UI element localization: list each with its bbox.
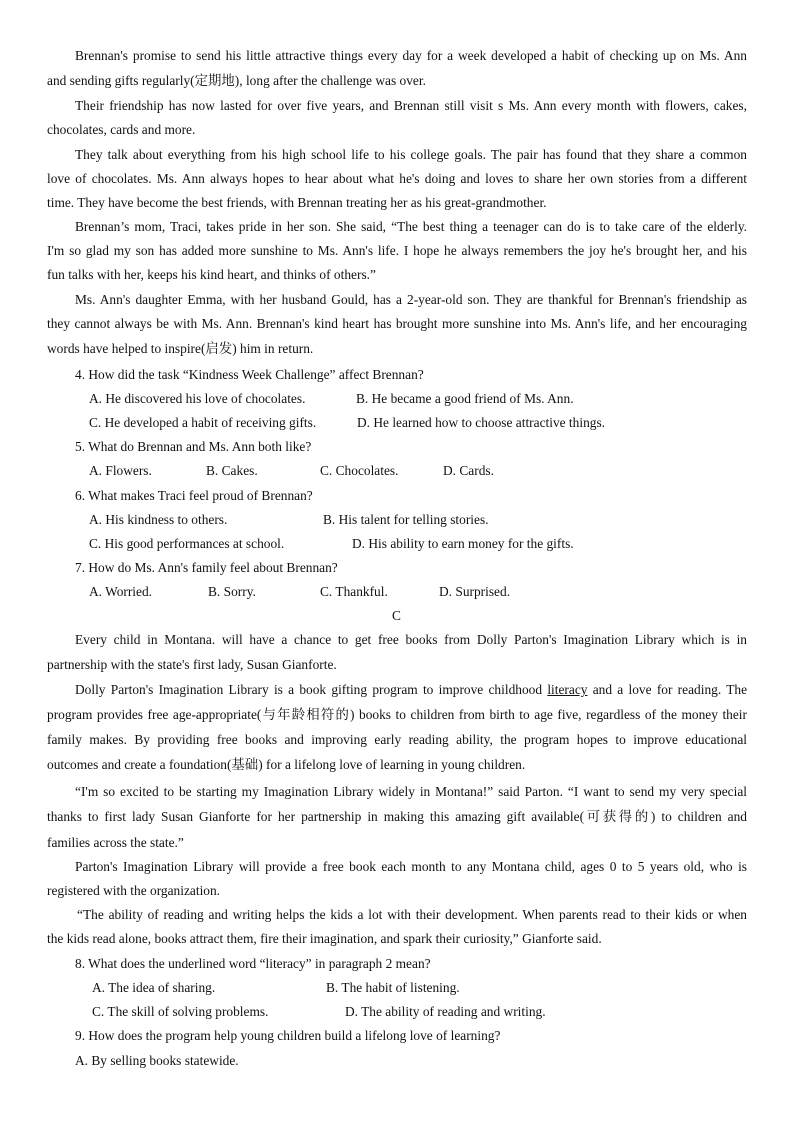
paragraph-line: They talk about everything from his high school life to his college goals. The pair has found that they share a common: [75, 147, 747, 162]
paragraph-line: Parton's Imagination Library will provide a free book each month to any Montana child, ages 0 to 5 years old, who is: [75, 859, 747, 874]
answer-option: C. Chocolates.: [320, 463, 399, 478]
question-stem: 4. How did the task “Kindness Week Challenge” affect Brennan?: [75, 367, 424, 382]
question-stem: 7. How do Ms. Ann's family feel about Brennan?: [75, 560, 338, 575]
answer-option: C. His good performances at school.: [89, 536, 285, 551]
paragraph-line: fun talks with her, keeps his kind heart, and thinks of others.”: [47, 267, 376, 282]
paragraph-line: program provides free age-appropriate(与年龄相符的) books to children from birth to age five, regardless of the money their: [47, 707, 747, 722]
answer-option: B. He became a good friend of Ms. Ann.: [356, 391, 574, 406]
paragraph-line: Ms. Ann's daughter Emma, with her husband Gould, has a 2-year-old son. They are thankful for Brennan's friendship as: [75, 292, 747, 307]
answer-option: D. Surprised.: [439, 584, 511, 599]
question-stem: 6. What makes Traci feel proud of Brennan?: [75, 488, 313, 503]
paragraph-line: Dolly Parton's Imagination Library is a book gifting program to improve childhood literacy and a love for reading. The: [75, 682, 748, 697]
paragraph-line: partnership with the state's first lady, Susan Gianforte.: [47, 657, 337, 672]
answer-option: B. His talent for telling stories.: [323, 512, 489, 527]
paragraph-line: words have helped to inspire(启发) him in return.: [47, 341, 314, 356]
answer-option: A. By selling books statewide.: [75, 1053, 239, 1068]
answer-option: C. Thankful.: [320, 584, 388, 599]
paragraph-line: they cannot always be with Ms. Ann. Brennan's kind heart has brought more sunshine into Ms. Ann's life, and her encouraging: [47, 316, 747, 331]
answer-option: A. The idea of sharing.: [92, 980, 216, 995]
answer-option: D. The ability of reading and writing.: [345, 1004, 546, 1019]
answer-option: A. He discovered his love of chocolates.: [89, 391, 306, 406]
paragraph-line: Every child in Montana. will have a chance to get free books from Dolly Parton's Imagination Library which is in: [75, 632, 747, 647]
answer-option: A. Flowers.: [89, 463, 152, 478]
paragraph-line: family makes. By providing free books and improving early reading ability, the program hopes to improve educational: [47, 732, 747, 747]
underlined-word: literacy: [547, 682, 588, 697]
paragraph-line: chocolates, cards and more.: [47, 122, 196, 137]
paragraph-line: I'm so glad my son has added more sunshine to Ms. Ann's life. I hope he always remembers the joy he's brought her, and his: [47, 243, 747, 258]
answer-option: B. Cakes.: [206, 463, 258, 478]
paragraph-line: Brennan's promise to send his little attractive things every day for a week developed a habit of checking up on Ms. Ann: [75, 48, 747, 63]
answer-option: D. Cards.: [443, 463, 494, 478]
paragraph-line: families across the state.”: [47, 835, 184, 850]
question-stem: 8. What does the underlined word “literacy” in paragraph 2 mean?: [75, 956, 431, 971]
paragraph-line: registered with the organization.: [47, 883, 221, 898]
answer-option: C. He developed a habit of receiving gifts.: [89, 415, 317, 430]
answer-option: B. The habit of listening.: [326, 980, 460, 995]
answer-option: D. He learned how to choose attractive things.: [357, 415, 606, 430]
answer-option: D. His ability to earn money for the gifts.: [352, 536, 574, 551]
answer-option: B. Sorry.: [208, 584, 256, 599]
paragraph-line: Brennan’s mom, Traci, takes pride in her son. She said, “The best thing a teenager can do is to take care of the elderly.: [75, 219, 747, 234]
paragraph-line: outcomes and create a foundation(基础) for a lifelong love of learning in young children.: [47, 757, 526, 772]
answer-option: A. His kindness to others.: [89, 512, 228, 527]
answer-option: C. The skill of solving problems.: [92, 1004, 269, 1019]
paragraph-line: love of chocolates. Ms. Ann always hopes to hear about what he's doing and loves to share her own stories from a different: [47, 171, 747, 186]
question-stem: 5. What do Brennan and Ms. Ann both like?: [75, 439, 312, 454]
paragraph-line: “I'm so excited to be starting my Imagination Library widely in Montana!” said Parton. “I want to send my very special: [75, 784, 747, 799]
question-stem: 9. How does the program help young children build a lifelong love of learning?: [75, 1028, 501, 1043]
section-heading: C: [392, 608, 401, 623]
paragraph-line: thanks to first lady Susan Gianforte for her partnership in making this amazing gift available(可获得的) to children and: [47, 809, 747, 824]
paragraph-line: the kids read alone, books attract them, fire their imagination, and spark their curiosity,” Gianforte said.: [47, 931, 602, 946]
paragraph-line: and sending gifts regularly(定期地), long after the challenge was over.: [47, 73, 426, 88]
answer-option: A. Worried.: [89, 584, 153, 599]
paragraph-line: time. They have become the best friends, with Brennan treating her as his great-grandmother.: [47, 195, 547, 210]
paragraph-line: “The ability of reading and writing helps the kids a lot with their development. When parents read to their kids or when: [77, 907, 747, 922]
paragraph-line: Their friendship has now lasted for over five years, and Brennan still visit s Ms. Ann every month with flowers, cakes,: [75, 98, 747, 113]
